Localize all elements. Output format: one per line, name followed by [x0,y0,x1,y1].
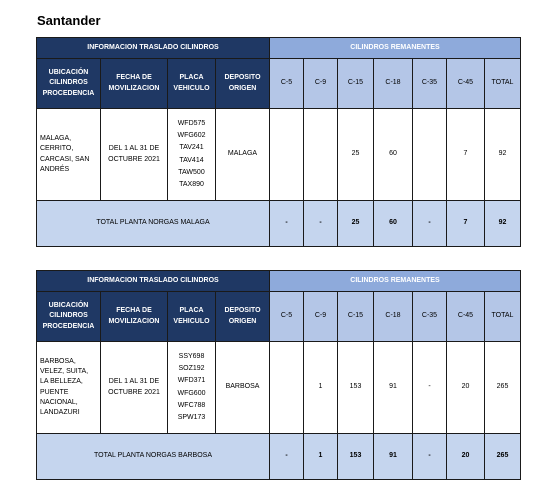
col-header-c35: C-35 [413,292,447,342]
col-header-fecha: FECHA DE MOVILIZACION [101,292,168,342]
cell-c45: 20 [447,342,485,434]
cell-placas: WFD575 WFG602 TAV241 TAV414 TAW500 TAX890 [168,109,216,201]
total-total: 92 [485,201,521,247]
cell-c15: 25 [338,109,374,201]
col-header-c35: C-35 [413,59,447,109]
cell-deposito: BARBOSA [216,342,270,434]
cell-ubicacion: BARBOSA, VELEZ, SUITA, LA BELLEZA, PUENTE NACIONAL, LANDAZURI [37,342,101,434]
col-header-c18: C-18 [374,292,413,342]
header-info-traslado: INFORMACION TRASLADO CILINDROS [37,38,270,59]
cell-fecha: DEL 1 AL 31 DE OCTUBRE 2021 [101,109,168,201]
cell-c18: 60 [374,109,413,201]
header-info-traslado: INFORMACION TRASLADO CILINDROS [37,271,270,292]
transfer-table-malaga [36,37,521,247]
total-c5: - [270,434,304,480]
cell-c35: - [413,342,447,434]
total-c9: - [304,201,338,247]
total-row [37,201,521,247]
cell-c45: 7 [447,109,485,201]
col-header-c5: C-5 [270,59,304,109]
total-c15: 153 [338,434,374,480]
total-c35: - [413,434,447,480]
total-label: TOTAL PLANTA NORGAS MALAGA [37,201,270,247]
cell-placas: SSY698 SOZ192 WFD371 WFG600 WFC788 SPW173 [168,342,216,434]
total-row [37,434,521,480]
col-header-c5: C-5 [270,292,304,342]
cell-c15: 153 [338,342,374,434]
col-header-placa: PLACA VEHICULO [168,59,216,109]
cell-total: 265 [485,342,521,434]
cell-fecha: DEL 1 AL 31 DE OCTUBRE 2021 [101,342,168,434]
header-cilindros-remanentes: CILINDROS REMANENTES [270,271,521,292]
total-c18: 60 [374,201,413,247]
col-header-c9: C-9 [304,292,338,342]
total-c45: 20 [447,434,485,480]
col-header-fecha: FECHA DE MOVILIZACION [101,59,168,109]
total-label: TOTAL PLANTA NORGAS BARBOSA [37,434,270,480]
col-header-c9: C-9 [304,59,338,109]
col-header-c18: C-18 [374,59,413,109]
total-c15: 25 [338,201,374,247]
table-row [37,342,521,434]
total-c9: 1 [304,434,338,480]
col-header-total: TOTAL [485,292,521,342]
table-row [37,109,521,201]
total-c18: 91 [374,434,413,480]
page-title: Santander [37,13,101,28]
total-c5: - [270,201,304,247]
header-cilindros-remanentes: CILINDROS REMANENTES [270,38,521,59]
col-header-deposito: DEPOSITO ORIGEN [216,292,270,342]
cell-c9 [304,109,338,201]
col-header-c15: C-15 [338,59,374,109]
cell-c18: 91 [374,342,413,434]
total-total: 265 [485,434,521,480]
col-header-total: TOTAL [485,59,521,109]
cell-total: 92 [485,109,521,201]
cell-ubicacion: MALAGA, CERRITO, CARCASI, SAN ANDRÉS [37,109,101,201]
col-header-c45: C-45 [447,59,485,109]
cell-c5 [270,109,304,201]
col-header-placa: PLACA VEHICULO [168,292,216,342]
transfer-table-barbosa [36,270,521,480]
total-c45: 7 [447,201,485,247]
col-header-deposito: DEPOSITO ORIGEN [216,59,270,109]
col-header-ubicacion: UBICACIÓN CILINDROS PROCEDENCIA [37,292,101,342]
cell-deposito: MALAGA [216,109,270,201]
col-header-c45: C-45 [447,292,485,342]
cell-c35 [413,109,447,201]
cell-c5 [270,342,304,434]
cell-c9: 1 [304,342,338,434]
col-header-c15: C-15 [338,292,374,342]
col-header-ubicacion: UBICACIÓN CILINDROS PROCEDENCIA [37,59,101,109]
total-c35: - [413,201,447,247]
